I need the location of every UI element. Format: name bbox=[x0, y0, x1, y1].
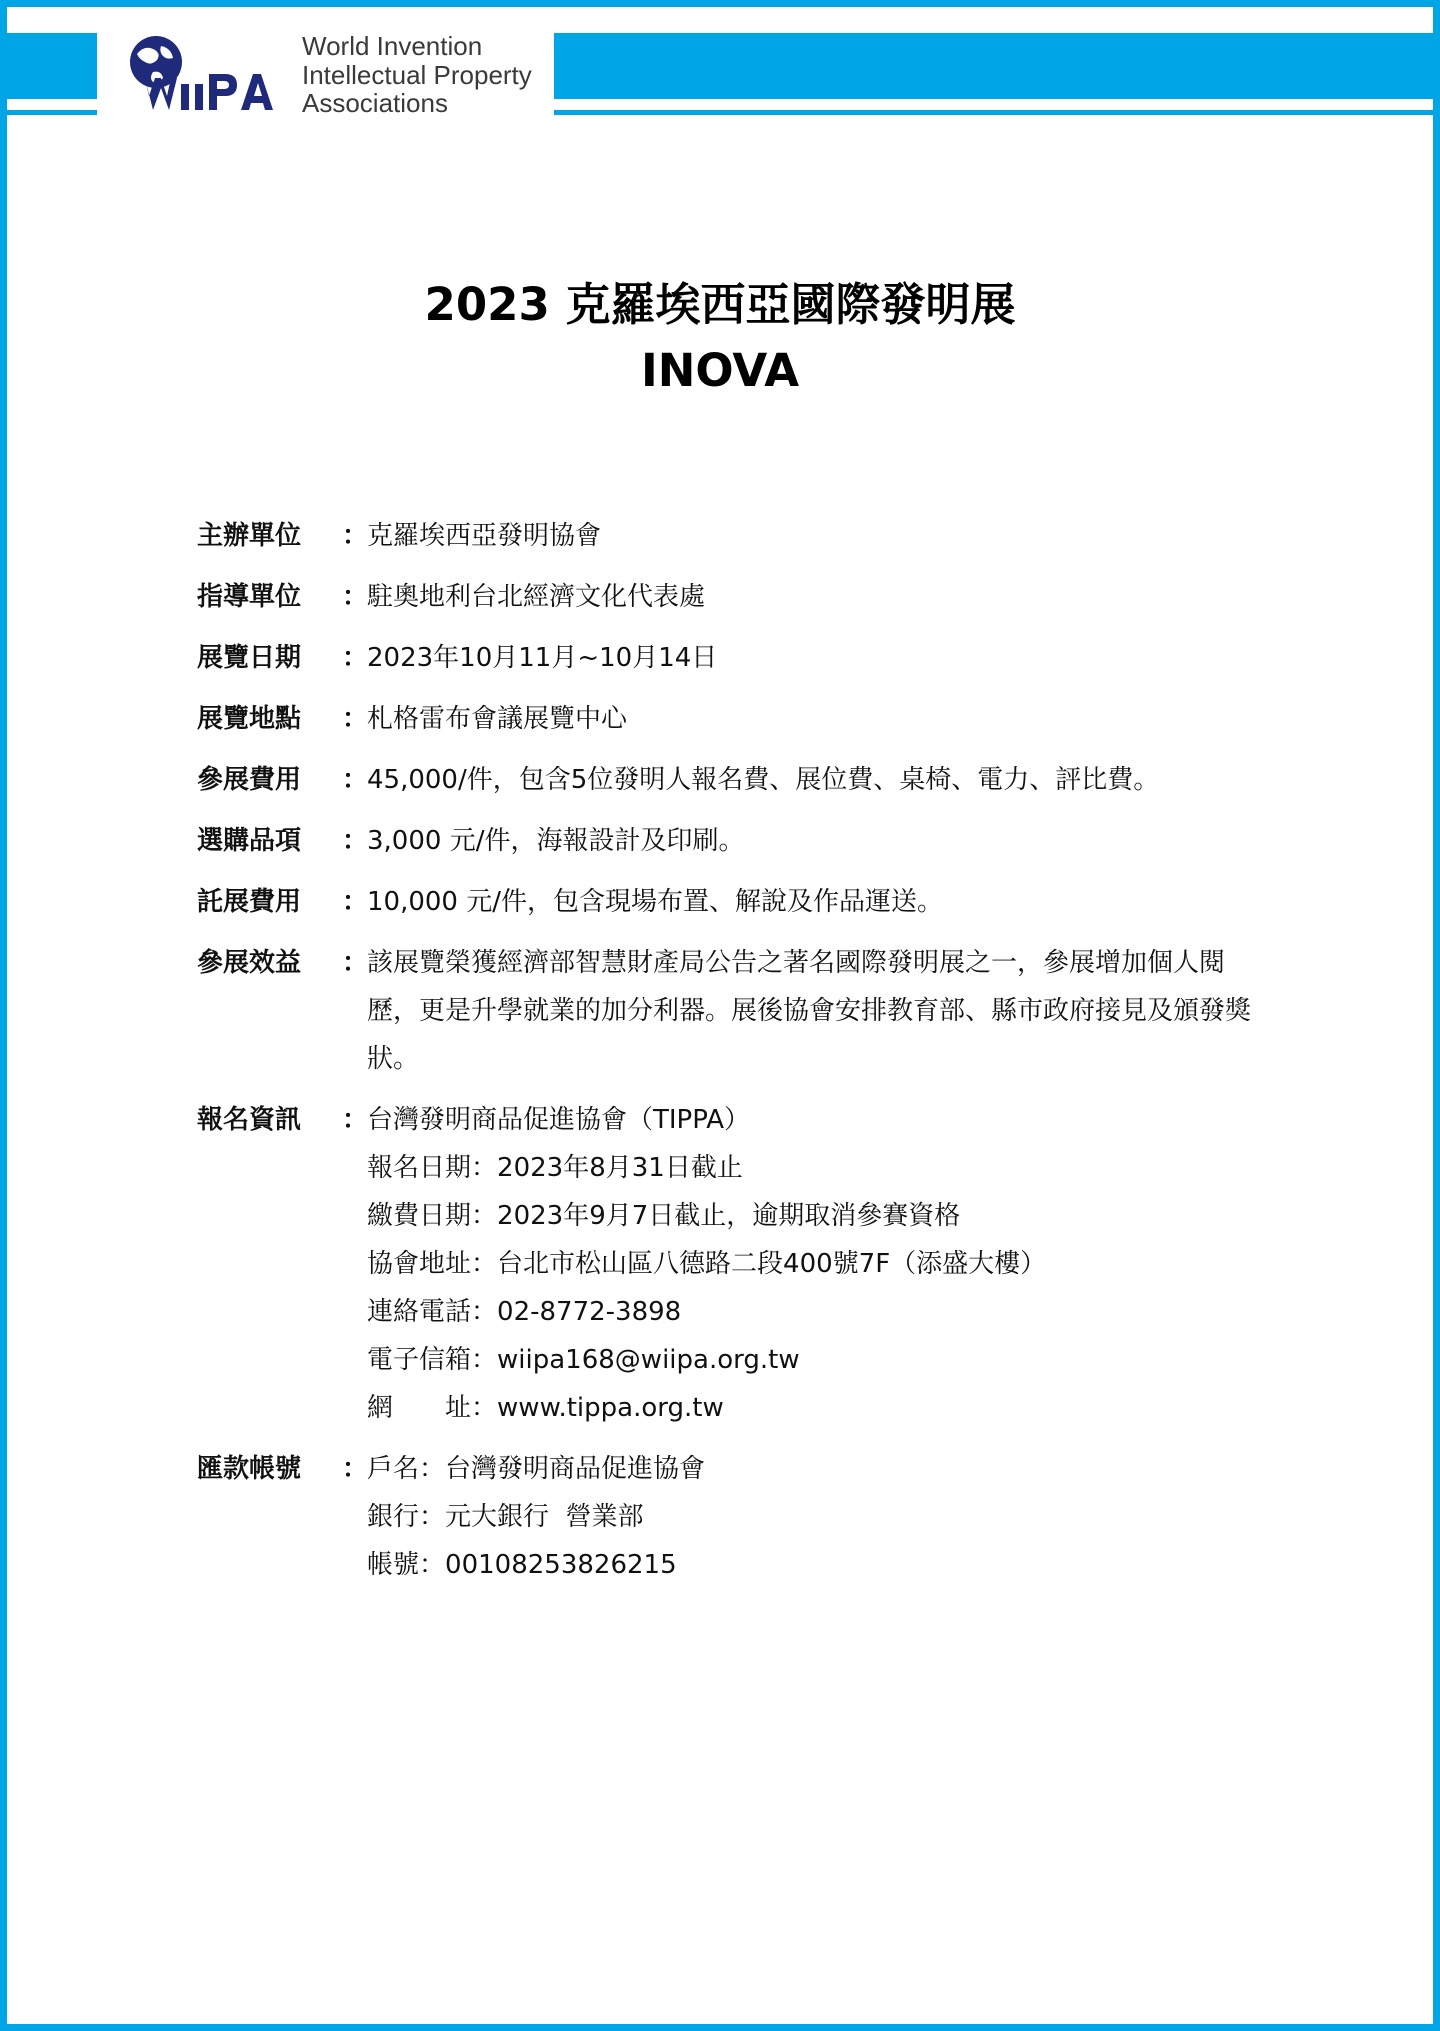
registration-key: 網 bbox=[367, 1393, 394, 1423]
logo-line-2: Intellectual Property bbox=[302, 59, 532, 90]
info-colon: ： bbox=[342, 887, 369, 917]
website-link[interactable]: www.tippa.org.tw bbox=[497, 1393, 724, 1423]
info-label: 參展效益 bbox=[197, 948, 302, 978]
info-row-venue bbox=[197, 695, 1297, 743]
registration-org: 台灣發明商品促進協會（TIPPA） bbox=[367, 1105, 751, 1135]
registration-key: 址 bbox=[445, 1393, 472, 1423]
info-colon: ： bbox=[342, 521, 369, 551]
registration-sep: ： bbox=[471, 1153, 498, 1183]
info-label: 展覽地點 bbox=[197, 704, 302, 734]
logo-line-1: World Invention bbox=[302, 31, 483, 61]
info-label: 託展費用 bbox=[197, 887, 302, 917]
info-row-proxy-fee bbox=[197, 878, 1297, 926]
info-value: 該展覽榮獲經濟部智慧財產局公告之著名國際發明展之一，參展增加個人閱歷，更是升學就業的加分利器。展後協會安排教育部、縣市政府接見及頒發獎狀。 bbox=[367, 948, 1252, 1074]
info-label: 主辦單位 bbox=[197, 521, 302, 551]
logo-block bbox=[97, 26, 554, 122]
remittance-value: 元大銀行 營業部 bbox=[445, 1502, 644, 1532]
wiipa-logo-icon bbox=[123, 32, 307, 116]
info-label: 參展費用 bbox=[197, 765, 302, 795]
remittance-line bbox=[367, 1445, 1272, 1493]
remittance-line bbox=[367, 1493, 1272, 1541]
remittance-sep: ： bbox=[419, 1502, 446, 1532]
info-label: 匯款帳號 bbox=[197, 1454, 302, 1484]
info-colon: ： bbox=[342, 765, 369, 795]
info-row-remittance bbox=[197, 1445, 1297, 1589]
document-title bbox=[0, 272, 1440, 404]
registration-value: 2023年9月7日截止，逾期取消參賽資格 bbox=[497, 1201, 961, 1231]
registration-details bbox=[367, 1096, 1272, 1432]
remittance-line bbox=[367, 1541, 1272, 1589]
registration-value: wiipa168@wiipa.org.tw bbox=[497, 1345, 800, 1375]
registration-sep: ： bbox=[471, 1201, 498, 1231]
registration-key: 電子信箱 bbox=[367, 1345, 472, 1375]
info-value: 札格雷布會議展覽中心 bbox=[367, 704, 628, 734]
registration-value: 02-8772-3898 bbox=[497, 1297, 682, 1327]
info-row-supervisor bbox=[197, 573, 1297, 621]
title-line-1: 2023 克羅埃西亞國際發明展 bbox=[424, 278, 1016, 331]
logo-line-3: Associations bbox=[302, 88, 448, 118]
remittance-sep: ： bbox=[419, 1454, 446, 1484]
registration-key: 協會地址 bbox=[367, 1249, 472, 1279]
title-line-2: INOVA bbox=[640, 344, 800, 397]
remittance-key: 戶名 bbox=[367, 1454, 420, 1484]
remittance-key: 帳號 bbox=[367, 1550, 420, 1580]
registration-line bbox=[367, 1336, 1272, 1384]
registration-value: 2023年8月31日截止 bbox=[497, 1153, 743, 1183]
info-colon: ： bbox=[342, 643, 369, 673]
registration-value: 台北市松山區八德路二段400號7F（添盛大樓） bbox=[497, 1249, 1047, 1279]
info-value: 2023年10月11月~10月14日 bbox=[367, 643, 718, 673]
info-row-organizer bbox=[197, 512, 1297, 560]
remittance-value: 00108253826215 bbox=[445, 1550, 677, 1580]
registration-sep: ： bbox=[471, 1345, 498, 1375]
registration-key: 繳費日期 bbox=[367, 1201, 472, 1231]
info-colon: ： bbox=[342, 1105, 369, 1135]
registration-line bbox=[367, 1144, 1272, 1192]
info-row-dates bbox=[197, 634, 1297, 682]
info-value: 駐奧地利台北經濟文化代表處 bbox=[367, 582, 706, 612]
remittance-details bbox=[367, 1445, 1272, 1589]
registration-line bbox=[367, 1384, 1272, 1432]
remittance-sep: ： bbox=[419, 1550, 446, 1580]
info-row-benefits bbox=[197, 939, 1297, 1083]
registration-key: 報名日期 bbox=[367, 1153, 472, 1183]
logo-wordmark bbox=[302, 32, 532, 118]
info-row-registration bbox=[197, 1096, 1297, 1432]
registration-line bbox=[367, 1192, 1272, 1240]
registration-line bbox=[367, 1240, 1272, 1288]
info-row-options bbox=[197, 817, 1297, 865]
info-value: 10,000 元/件，包含現場布置、解說及作品運送。 bbox=[367, 887, 943, 917]
info-row-fee bbox=[197, 756, 1297, 804]
info-colon: ： bbox=[342, 704, 369, 734]
registration-sep: ： bbox=[471, 1393, 498, 1423]
info-label: 指導單位 bbox=[197, 582, 302, 612]
registration-sep: ： bbox=[471, 1297, 498, 1327]
info-colon: ： bbox=[342, 826, 369, 856]
registration-line bbox=[367, 1288, 1272, 1336]
registration-sep: ： bbox=[471, 1249, 498, 1279]
remittance-key: 銀行 bbox=[367, 1502, 420, 1532]
info-list bbox=[197, 512, 1297, 1589]
info-label: 展覽日期 bbox=[197, 643, 302, 673]
info-colon: ： bbox=[342, 582, 369, 612]
info-value: 3,000 元/件，海報設計及印刷。 bbox=[367, 826, 745, 856]
info-colon: ： bbox=[342, 948, 369, 978]
remittance-value: 台灣發明商品促進協會 bbox=[445, 1454, 706, 1484]
info-value: 克羅埃西亞發明協會 bbox=[367, 521, 602, 551]
registration-key: 連絡電話 bbox=[367, 1297, 472, 1327]
info-label: 報名資訊 bbox=[197, 1105, 302, 1135]
info-label: 選購品項 bbox=[197, 826, 302, 856]
info-value: 45,000/件，包含5位發明人報名費、展位費、桌椅、電力、評比費。 bbox=[367, 765, 1160, 795]
info-colon: ： bbox=[342, 1454, 369, 1484]
